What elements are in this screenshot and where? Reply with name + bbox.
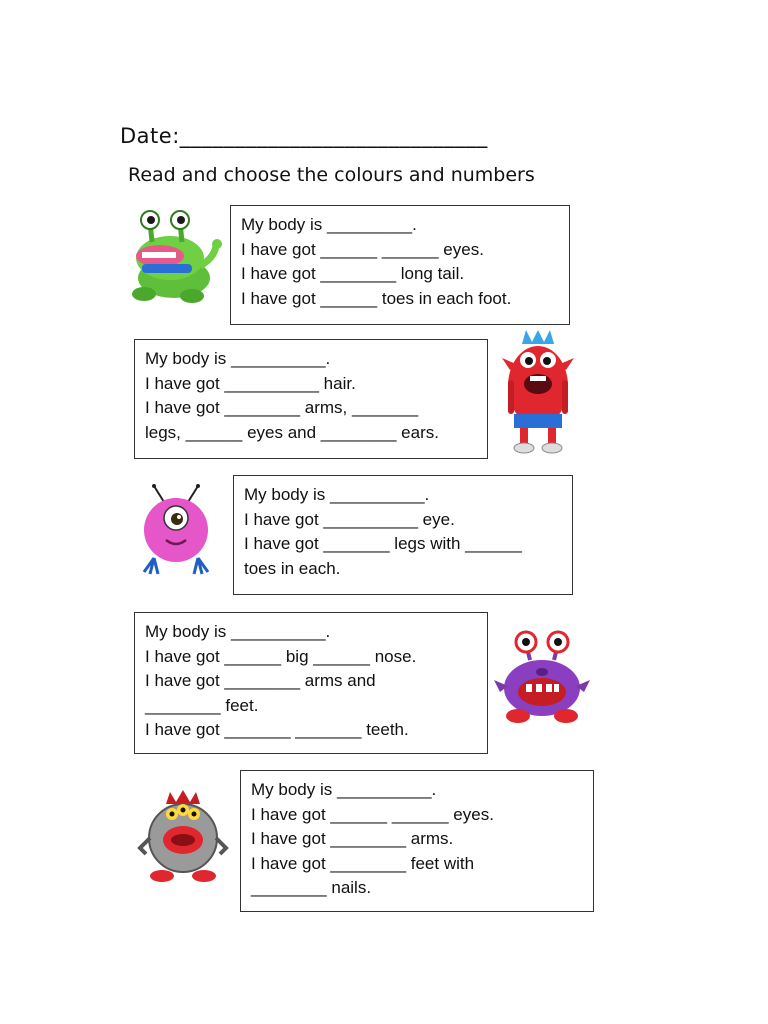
exercise-3-line-3: I have got _______ legs with ______ (244, 534, 522, 553)
exercise-5-line-5: ________ nails. (251, 878, 372, 897)
exercise-3-box (233, 475, 573, 595)
grey-monster-icon (136, 788, 230, 884)
exercise-1-line-2: I have got ______ ______ eyes. (241, 239, 484, 259)
pink-monster-icon (136, 484, 216, 578)
exercise-5-line-1: My body is __________. (251, 780, 437, 799)
exercise-4-line-2: I have got ______ big ______ nose. (145, 646, 417, 666)
exercise-4-line-3: I have got ________ arms and (145, 671, 376, 690)
exercise-2-line-3: I have got ________ arms, _______ (145, 398, 419, 417)
exercise-3-line-4: toes in each. (244, 558, 341, 578)
exercise-5-box (240, 770, 594, 912)
exercise-1-line-3: I have got ________ long tail. (241, 264, 465, 283)
exercise-5-line-4: I have got ________ feet with (251, 853, 475, 873)
exercise-4-line-1: My body is __________. (145, 622, 331, 641)
instruction-heading: Read and choose the colours and numbers (128, 164, 535, 186)
exercise-3-line-1: My body is __________. (244, 485, 430, 504)
exercise-5-line-3: I have got ________ arms. (251, 829, 454, 848)
exercise-4-box (134, 612, 488, 754)
exercise-3-line-2: I have got __________ eye. (244, 509, 455, 529)
exercise-2-line-1: My body is __________. (145, 349, 331, 368)
purple-monster-icon (490, 630, 594, 726)
exercise-2-box (134, 339, 488, 459)
exercise-1-line-4: I have got ______ toes in each foot. (241, 288, 512, 308)
date-field: Date:____________________________ (120, 124, 488, 148)
exercise-4-line-4: ________ feet. (145, 695, 259, 715)
exercise-2-line-4: legs, ______ eyes and ________ ears. (145, 422, 439, 442)
exercise-2-line-2: I have got __________ hair. (145, 373, 356, 393)
exercise-4-line-5: I have got _______ _______ teeth. (145, 720, 409, 739)
exercise-5-line-2: I have got ______ ______ eyes. (251, 804, 494, 824)
green-monster-icon (122, 206, 226, 306)
exercise-1-box (230, 205, 570, 325)
red-monster-icon (492, 330, 584, 456)
exercise-1-line-1: My body is _________. (241, 215, 417, 234)
